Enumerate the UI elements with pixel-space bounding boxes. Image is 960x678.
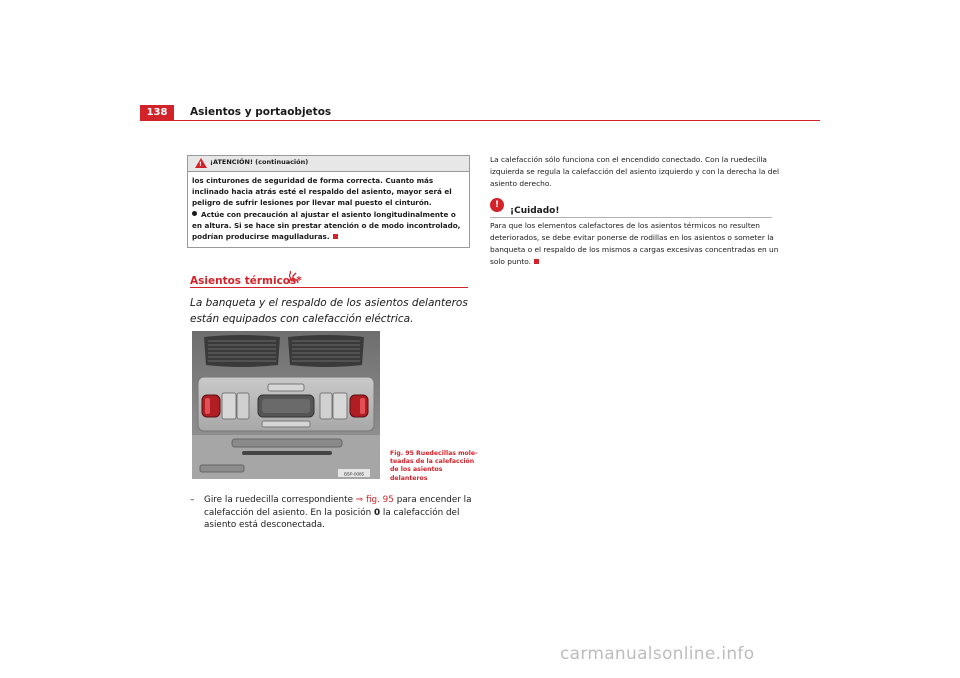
warning-box: [187, 155, 470, 248]
step-text-end: la calefacción del asiento está desconectada.: [204, 507, 460, 531]
air-vent-left: [204, 335, 280, 367]
figure-reference-link[interactable]: ⇒ fig. 95: [355, 495, 394, 505]
step-dash: –: [190, 495, 195, 505]
step-text-start: Gire la ruedecilla correspondiente: [204, 495, 353, 505]
page-header-title: Asientos y portaobjetos: [190, 106, 332, 118]
warning-heading: ¡ATENCIÓN! (continuación): [210, 158, 309, 166]
end-of-section-marker: [534, 259, 539, 264]
caution-text: Para que los elementos calefactores de los asientos térmicos no resulten deteriorados, se debe evitar ponerse de rodillas en los asientos o someter la banqueta o el respaldo de los mismos a cargas excesivas concentradas en un solo punto.: [490, 221, 779, 266]
left-seat-heating-dial: [202, 395, 220, 417]
section-intro: La banqueta y el respaldo de los asientos delanteros están equipados con calefacción eléctrica.: [190, 297, 468, 325]
warning-bullet-item: [192, 209, 466, 243]
position-zero: 0: [373, 507, 381, 518]
air-vent-right: [288, 335, 364, 367]
header-rule: [140, 120, 820, 121]
page-number: 138: [140, 105, 174, 120]
seat-heating-dials-figure: [192, 331, 380, 479]
caution-icon: !: [490, 198, 504, 212]
caution-rule: [490, 217, 772, 218]
seat-heating-icon: [287, 270, 299, 284]
step-text-middle: para encender la calefacción del asiento. En la posición: [204, 495, 472, 518]
warning-paragraph: los cinturones de seguridad de forma correcta. Cuanto más inclinado hacia atrás esté el respaldo del asiento, mayor será el peligro de sufrir lesiones por llevar mal puesto el cinturón.: [192, 176, 452, 208]
figure-code: B5P-0085: [343, 471, 365, 477]
warning-header: ! ¡ATENCIÓN! (continuación): [188, 156, 469, 172]
right-seat-heating-dial: [350, 395, 368, 417]
warning-bullet-text: Actúe con precaución al ajustar el asiento longitudinalmente o en altura. Si se hace sin prestar atención o de modo incontrolado, podrían producirse magulladuras.: [192, 209, 461, 242]
cd-slot: [242, 451, 332, 455]
warning-body: [192, 175, 466, 242]
info-paragraph: La calefacción sólo funciona con el encendido conectado. Con la ruedecilla izquierda se regula la calefacción del asiento izquierdo y con la derecha la del asiento derecho.: [490, 155, 780, 188]
bullet-icon: [192, 211, 197, 216]
figure-caption: Fig. 95 Ruedecillas mole-teadas de la calefacción de los asientos delanteros: [390, 450, 478, 482]
section-rule: [190, 287, 468, 288]
end-of-section-marker: [333, 234, 338, 239]
section-title: Asientos térmicos*: [190, 275, 302, 287]
caution-title: ¡Cuidado!: [510, 206, 560, 216]
watermark: carmanualsonline.info: [560, 644, 755, 664]
radio-buttons: [232, 439, 342, 447]
